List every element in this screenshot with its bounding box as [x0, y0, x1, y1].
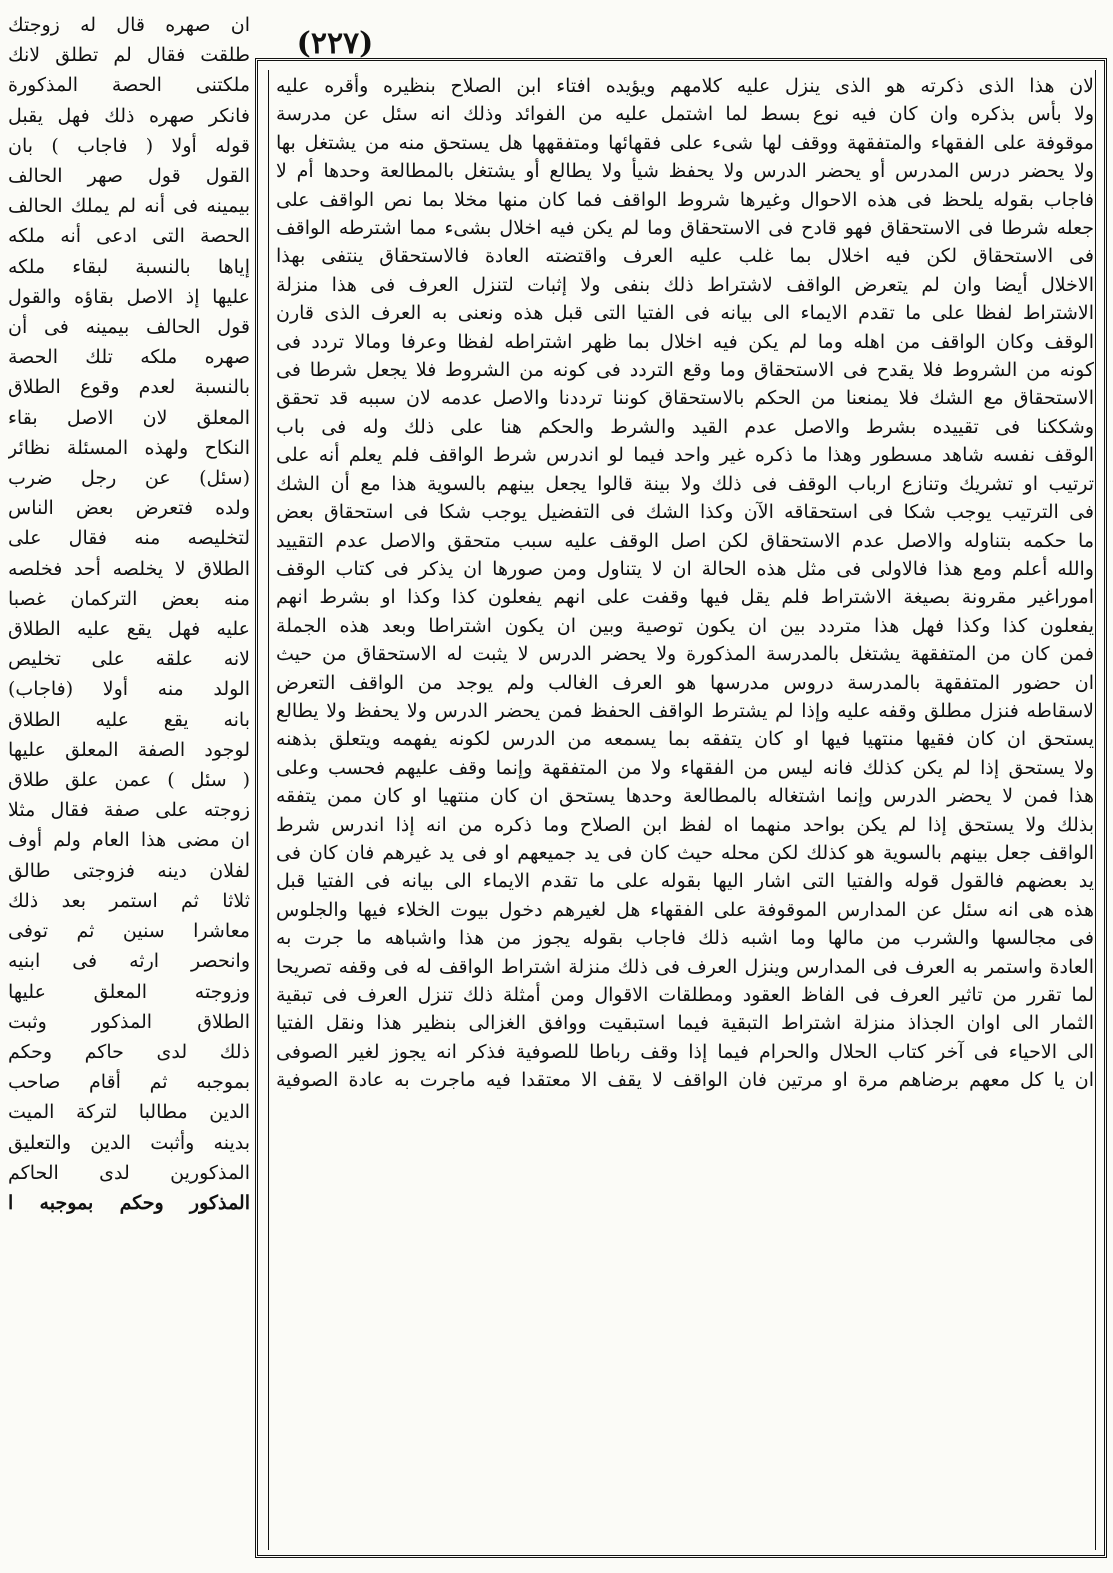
main-text-line: فاجاب بقوله يلحظ فى هذه الاحوال وغيرها شروط الواقف فما كان منها مخلا بما نص الواقف على — [276, 188, 1094, 211]
margin-text-line: ( سئل ) عمن علق طلاق — [8, 769, 250, 792]
margin-text-line: ثلاثا ثم استمر بعد ذلك — [8, 889, 250, 912]
margin-text-line: قول الحالف بيمينه فى أن — [8, 316, 250, 339]
margin-text-line: ذلك لدى حاكم وحكم — [8, 1040, 250, 1063]
margin-text-line: بالنسبة لعدم وقوع الطلاق — [8, 376, 250, 399]
margin-text-line: عليها إذ الاصل بقاؤه والقول — [8, 285, 250, 308]
margin-text-line: الحصة التى ادعى أنه ملكه — [8, 225, 250, 248]
main-text-line: موقوفة على الفقهاء والمتفقهة ووقف لها شىء على فقهائها ومتفقهها هل يستحق منه من يشتغل بها — [276, 131, 1094, 154]
main-text-line: ان يا كل معهم برضاهم مرة او مرتين فان الواقف لا يقف الا معتقدا فيه ماجرت به عادة الصوفية — [276, 1069, 1094, 1092]
margin-text-line: بيمينه فى أنه لم يملك الحالف — [8, 195, 250, 218]
margin-text-line: المعلق لان الاصل بقاء — [8, 406, 250, 429]
main-text-line: الاخلال أيضا وان لم يتعرض الواقف لاشتراط ذلك بنفى ولا إثبات لتنزل العرف فى هذا منزلة — [276, 273, 1094, 296]
margin-text-line: إياها بالنسبة لبقاء ملكه — [8, 255, 250, 278]
main-text-line: اموراغير مقرونة بصيغة الاشتراط فلم يقل فيها وقفت على انهم يفعلون كذا وكذا او بشرط انهم — [276, 586, 1094, 609]
main-text-line: وشككنا فى تقييده بشرط والاصل عدم القيد والشرط والحكم هنا على ذلك وله فى باب — [276, 415, 1094, 438]
margin-text-line: ان مضى هذا العام ولم أوف — [8, 829, 250, 852]
main-text-line: ولا بأس بذكره وان كان فيه نوع بسط لما اشتمل عليه من الفوائد وذلك انه سئل عن مدرسة — [276, 103, 1094, 126]
margin-text-line: وزوجته المعلق عليها — [8, 980, 250, 1003]
margin-text-line: معاشرا سنين ثم توفى — [8, 920, 250, 943]
margin-text-line: لفلان دينه فزوجتى طالق — [8, 859, 250, 882]
margin-text-line: الولد منه أولا (فاجاب) — [8, 678, 250, 701]
margin-text-line: ملكتنى الحصة المذكورة — [8, 74, 250, 97]
margin-text-line: طلقت فقال لم تطلق لانك — [8, 44, 250, 67]
margin-text-line: الطلاق لا يخلصه أحد فخلصه — [8, 557, 250, 580]
main-text-line: الثمار الى اوان الجذاذ منزلة اشتراط التبقية فيما استبقيت ووافق الغزالى بنظير هذا ونقل الفتيا — [276, 1012, 1094, 1035]
main-text-line: هذه هى انه سئل عن المدارس الموقوفة على الفقهاء هل لغيرهم دخول بيوت الخلاء فيها والجلوس — [276, 898, 1094, 921]
main-text-line: يد بعضهم فالقول قوله والفتيا التى اشار اليها بقوله على ما تقدم الايماء الى بيانه فى الفتيا قبل — [276, 870, 1094, 893]
margin-text-line: الدين مطالبا لتركة الميت — [8, 1101, 250, 1124]
main-text-line: الواقف جعل بينهم بالسوية هو كذلك لكن محله حيث كان فى يد جميعهم او فى يد غيرهم فان كان فى — [276, 841, 1094, 864]
main-text-block — [276, 72, 1094, 1548]
main-text-line: ولا يحضر درس المدرس أو يحضر الدرس ولا يحفظ شيأ ولا يطالع أو يشتغل بالمطالعة وحدها أم لا — [276, 160, 1094, 183]
main-text-line: يستحق ان كان فقيها منتهيا فيها او كان يتفقه بما يسمعه من الدرس لكونه يفهمه ويتعلق بذهنه — [276, 728, 1094, 751]
margin-text-line: ان صهره قال له زوجتك — [8, 14, 250, 36]
main-text-line: ولا يستحق إذا لم يكن كذلك فانه ليس من الفقهاء ولا من المتفقهة وإنما وقف عليهم فحسب وعلى — [276, 756, 1094, 779]
main-text-line: جعله شرطا فى الاستحقاق فهو قادح فى الاستحقاق وما لم يكن فيه اخلال بشىء مما اشترطه الواقف — [276, 217, 1094, 240]
main-text-line: لما تقرر من تاثير العرف فى الفاظ العقود ومطلقات الاقوال ومن أمثلة ذلك تنزل العرف فى تبقية — [276, 984, 1094, 1006]
margin-text-line: (سئل) عن رجل ضرب — [8, 467, 250, 490]
main-text-line: فى الترتيب يوجب شكا فى استحقاقه الآن وكذا الشك فى التفضيل يوجب شكا فى استحقاق بعض — [276, 501, 1094, 524]
main-text-line: يفعلون كذا وكذا فهل هذا متردد بين ان يكون توصية وبين ان يكون اشتراطا وبعد هذه الجملة — [276, 614, 1094, 637]
margin-text-line: النكاح ولهذه المسئلة نظائر — [8, 436, 250, 459]
margin-text-line: صهره ملكه تلك الحصة — [8, 346, 250, 369]
margin-text-line: القول قول صهر الحالف — [8, 165, 250, 188]
margin-text-line: زوجته على صفة فقال مثلا — [8, 799, 250, 822]
margin-text-line: المذكور وحكم بموجبه ا — [8, 1191, 250, 1214]
main-text-line: ما حكمه بتناوله والاصل عدم الاستحقاق لكن اصل الوقف عليه سبب متحقق والاصل عدم التقييد — [276, 529, 1094, 552]
margin-text-line: قوله أولا ( فاجاب ) بان — [8, 134, 250, 157]
main-text-line: فى الاستحقاق لكن فيه اخلال بما غلب عليه العرف واقتضته العادة فالاستحقاق ينتفى بهذا — [276, 245, 1094, 268]
main-text-line: كونه من الشروط فلا يقدح فى الاستحقاق وما وقع التردد فى كونه من الشروط فلا يجعل شرطا فى — [276, 359, 1094, 382]
margin-text-block — [8, 10, 250, 1565]
margin-text-line: منه بعض التركمان غصبا — [8, 587, 250, 610]
margin-text-line: بانه يقع عليه الطلاق — [8, 708, 250, 731]
margin-text-line: المذكورين لدى الحاكم — [8, 1161, 250, 1184]
main-text-line: لاسقاطه فنزل مطلق وقفه عليه وإذا لم يشترط الواقف الحفظ فمن يحضر الدرس ولا يحفظ ولا يطالع — [276, 699, 1094, 722]
margin-text-line: لتخليصه منه فقال على — [8, 527, 250, 550]
main-text-line: هذا فمن لا يحضر الدرس وإنما اشتغاله بالمطالعة وحدها يستحق ان كان منتهيا او كان ممن يتفقه — [276, 785, 1094, 808]
main-text-line: ان حضور المتفقهة بالمدرسة دروس مدرسها هو العرف الغالب ولم يوجد من الواقف التعرض — [276, 671, 1094, 694]
main-text-line: ترتيب او تشريك وتنازع ارباب الوقف فى ذلك ولا بينة قالوا يجعل بينهم بالسوية هذا مع أن الشك — [276, 472, 1094, 495]
main-text-line: والله أعلم ومع هذا فالاولى فى مثل هذه الحالة ان لا يتناول ومن صورها ان يذكر فى كتاب الوقف — [276, 557, 1094, 580]
margin-text-line: وانحصر ارثه فى ابنيه — [8, 950, 250, 973]
main-text-line: بذلك ولا يستحق إذا لم يكن بواحد منهما اه لفظ ابن الصلاح وما ذكره من انه إذا اندرس شرط — [276, 813, 1094, 836]
main-text-line: فمن كان من المتفقهة يشتغل بالمدرسة المذكورة ولا يحضر الدرس لا يثبت له الاستحقاق من حيث — [276, 643, 1094, 666]
margin-text-line: لوجود الصفة المعلق عليها — [8, 738, 250, 761]
main-text-line: الى الاحياء فى آخر كتاب الحلال والحرام فيما إذا وقف رباطا للصوفية فذكر انه يجوز لغير الصوفى — [276, 1040, 1094, 1063]
margin-text-line: ولده فتعرض بعض الناس — [8, 497, 250, 520]
margin-text-line: عليه فهل يقع عليه الطلاق — [8, 618, 250, 641]
main-text-line: لان هذا الذى ذكرته هو الذى ينزل عليه كلامهم ويؤيده افتاء ابن الصلاح بنظيره وأقره عليه — [276, 75, 1094, 97]
page-number: (٢٢٧) — [296, 26, 374, 61]
margin-text-line: الطلاق المذكور وثبت — [8, 1010, 250, 1033]
main-text-line: فى مجالسها والشرب من مالها وما اشبه ذلك فاجاب بقوله يجوز من هذا واشباهه ما جرت به — [276, 927, 1094, 950]
main-text-line: الوقف نفسه شاهد مسطور وهذا ما ذكره غير واحد فيما لو اندرس شرط الواقف فلم يعلم أنه على — [276, 444, 1094, 467]
margin-text-line: فانكر صهره ذلك فهل يقبل — [8, 104, 250, 127]
margin-text-line: بدينه وأثبت الدين والتعليق — [8, 1131, 250, 1154]
main-text-line: العادة واستمر به العرف فى المدارس وينزل العرف فى ذلك منزلة اشتراط الواقف له فى وقفه تصريحا — [276, 955, 1094, 978]
margin-text-line: لانه علقه على تخليص — [8, 648, 250, 671]
main-text-line: الوقف وكان الواقف من اهله وما لم يكن فيه اخلال بما ظهر اشتراطه لفظا وعرفا ومالا تردد فى — [276, 330, 1094, 353]
main-text-line: الاشتراط لفظا على ما تقدم الايماء الى بيانه فى الفتيا التى قبل هذه ونعنى به العرف الذى قارن — [276, 302, 1094, 325]
main-text-line: الاستحقاق مع الشك فلا يمنعنا من الحكم بالاستحقاق كوننا ترددنا والاصل عدمه لان سببه قد تحقق — [276, 387, 1094, 410]
margin-text-line: بموجبه ثم أقام صاحب — [8, 1071, 250, 1094]
